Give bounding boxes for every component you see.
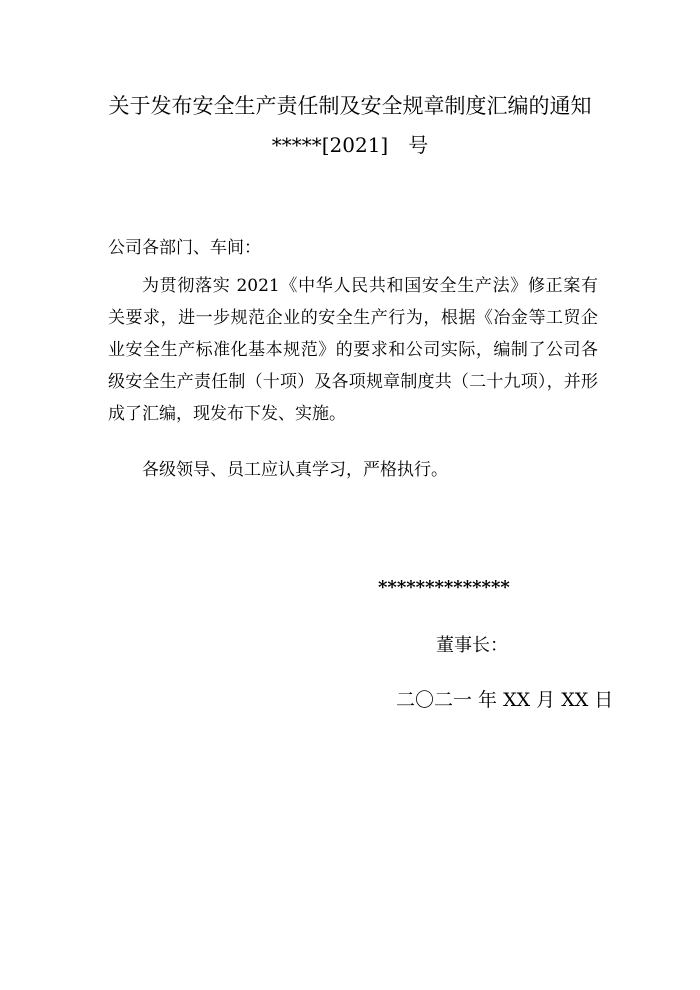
document-number: *****[2021] 号 — [271, 133, 429, 157]
body-paragraph-2: 各级领导、员工应认真学习，严格执行。 — [142, 460, 448, 480]
salutation: 公司各部门、车间： — [108, 238, 261, 258]
issue-date: 二〇二一 年 XX 月 XX 日 — [396, 689, 614, 711]
document-title: 关于发布安全生产责任制及安全规章制度汇编的通知 — [108, 94, 592, 118]
company-name-signature: ************** — [378, 577, 510, 598]
chairman-label: 董事长： — [436, 635, 508, 656]
body-paragraph-1: 为贯彻落实 2021《中华人民共和国安全生产法》修正案有关要求，进一步规范企业的安全生产行为，根据《冶金等工贸企业安全生产标准化基本规范》的要求和公司实际，编制了公司各级安全生产责任制（十项）及各项规章制度共（二十九项），并形成了汇编，现发布下发、实施。 — [108, 276, 598, 424]
